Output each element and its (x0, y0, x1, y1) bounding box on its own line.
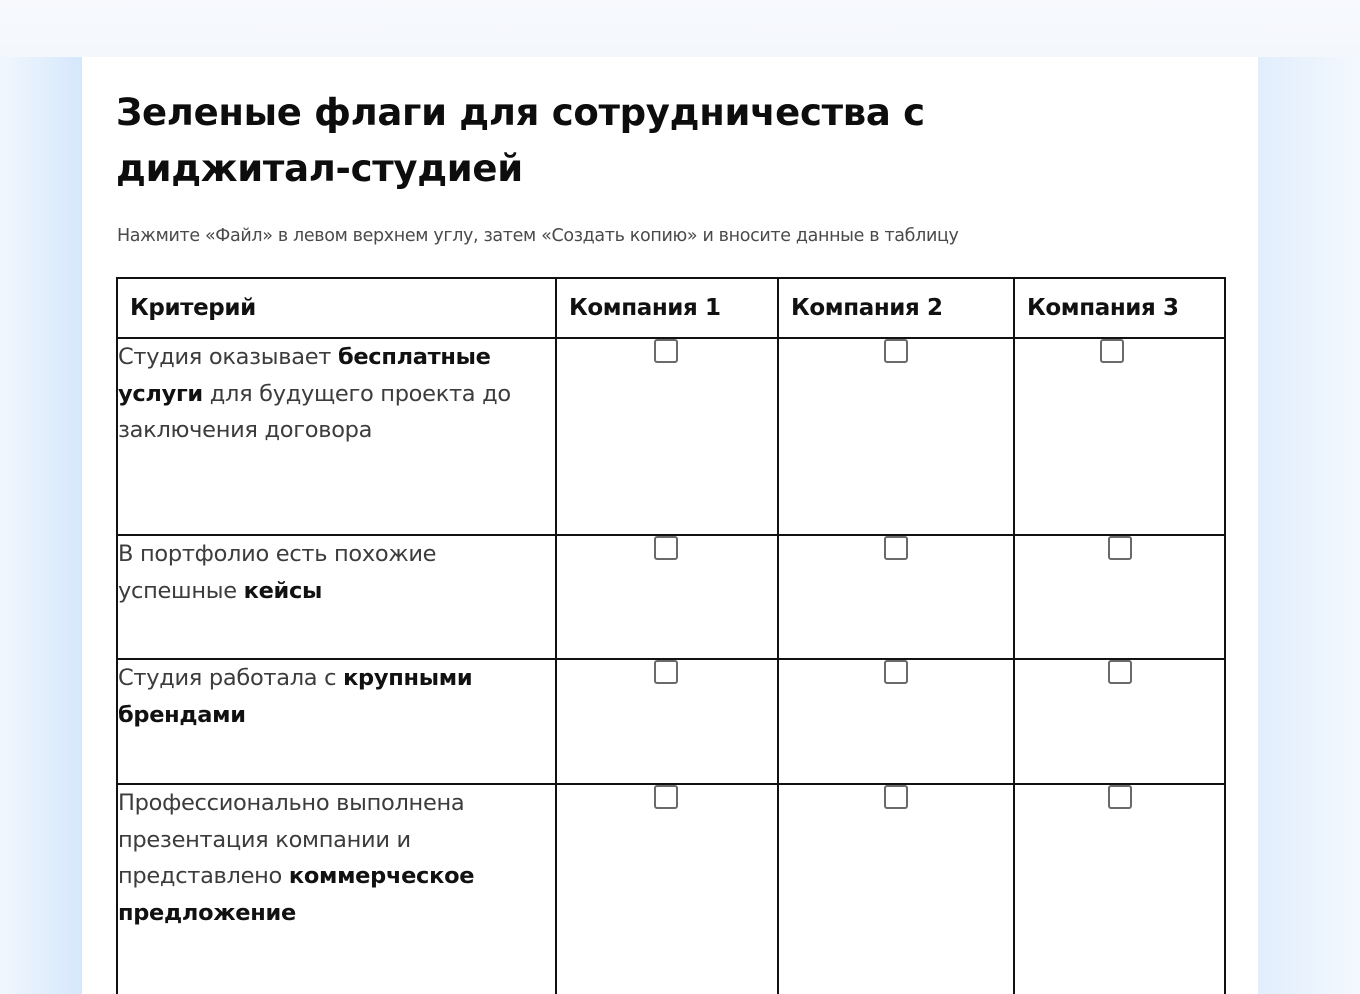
checkbox-empty-icon[interactable] (884, 785, 908, 809)
instructions-text: Нажмите «Файл» в левом верхнем углу, затем «Создать копию» и вносите данные в таблицу (117, 226, 959, 246)
criterion-cell[interactable] (117, 784, 556, 994)
company-2-cell (778, 535, 1014, 659)
document-page (82, 57, 1258, 994)
background-top (0, 0, 1360, 57)
company-1-cell (556, 784, 778, 994)
company-1-cell (556, 659, 778, 784)
company-1-cell (556, 338, 778, 535)
company-3-cell (1014, 535, 1225, 659)
criteria-table (116, 277, 1226, 994)
table-row (117, 784, 1225, 994)
checkbox-empty-icon[interactable] (1108, 536, 1132, 560)
checkbox-empty-icon[interactable] (884, 536, 908, 560)
header-company-1: Компания 1 (556, 278, 778, 338)
checkbox-empty-icon[interactable] (654, 785, 678, 809)
criterion-cell[interactable] (117, 338, 556, 535)
company-3-cell (1014, 659, 1225, 784)
checkbox-empty-icon[interactable] (1100, 339, 1124, 363)
table-header-row (117, 278, 1225, 338)
table-row (117, 338, 1225, 535)
criterion-keyword: кейсы (243, 577, 323, 604)
criterion-keyword: крупными брендами (118, 665, 473, 728)
checkbox-empty-icon[interactable] (654, 536, 678, 560)
company-2-cell (778, 338, 1014, 535)
criterion-cell[interactable] (117, 535, 556, 659)
company-2-cell (778, 659, 1014, 784)
checkbox-empty-icon[interactable] (884, 660, 908, 684)
checkbox-empty-icon[interactable] (884, 339, 908, 363)
page-title (116, 85, 1116, 197)
header-company-2: Компания 2 (778, 278, 1014, 338)
company-2-cell (778, 784, 1014, 994)
company-3-cell (1014, 784, 1225, 994)
criterion-cell[interactable] (117, 659, 556, 784)
table-row (117, 535, 1225, 659)
title-line-2: диджитал-студией (116, 147, 523, 190)
checkbox-empty-icon[interactable] (654, 660, 678, 684)
table-row (117, 659, 1225, 784)
criterion-text: Студия оказывает (118, 344, 338, 370)
header-criterion: Критерий (117, 278, 556, 338)
company-1-cell (556, 535, 778, 659)
checkbox-empty-icon[interactable] (1108, 785, 1132, 809)
checkbox-empty-icon[interactable] (654, 339, 678, 363)
company-3-cell (1014, 338, 1225, 535)
background-left (0, 57, 82, 994)
background-right (1258, 57, 1360, 994)
title-line-1: Зеленые флаги для сотрудничества с (116, 91, 925, 134)
header-company-3: Компания 3 (1014, 278, 1225, 338)
criterion-text: Студия работала с (118, 665, 344, 691)
criterion-text: Профессионально выполнена презентация компании и представлено (118, 790, 465, 889)
criterion-text: В портфолио есть похожие успешные (118, 541, 437, 604)
checkbox-empty-icon[interactable] (1108, 660, 1132, 684)
criterion-keyword: коммерческое предложение (118, 863, 475, 926)
criterion-text: для будущего проекта до заключения договора (118, 380, 511, 443)
criterion-keyword: бесплатные услуги (118, 344, 491, 407)
